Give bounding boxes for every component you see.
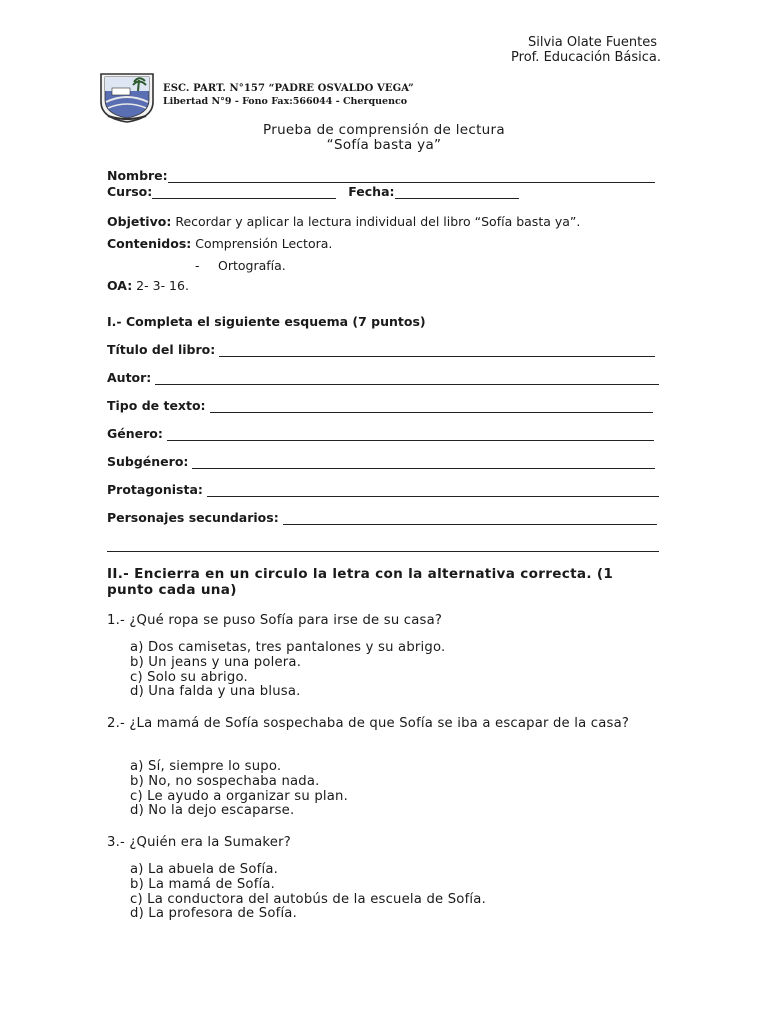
field-subgenero[interactable] — [107, 454, 655, 469]
field-genero[interactable] — [107, 426, 654, 441]
document-subtitle: “Sofía basta ya” — [326, 137, 442, 153]
fecha-label: Fecha: — [348, 184, 395, 199]
option[interactable]: b) No, no sospechaba nada. — [130, 773, 320, 789]
field-label: Título del libro: — [107, 342, 216, 357]
option[interactable]: c) La conductora del autobús de la escuela de Sofía. — [130, 891, 486, 907]
section2-heading: II.- Encierra en un circulo la letra con la alternativa correcta. (1 punto cada una) — [107, 566, 614, 598]
oa-text: 2- 3- 16. — [132, 278, 189, 293]
oa-label: OA: — [107, 278, 133, 293]
question-3: 3.- ¿Quién era la Sumaker? — [107, 835, 291, 850]
oa — [107, 278, 189, 293]
author-role: Prof. Educación Básica. — [511, 50, 661, 65]
field-autor[interactable] — [107, 370, 659, 385]
ortografia-dash: - — [195, 258, 200, 273]
curso-field[interactable] — [152, 187, 336, 199]
option[interactable]: a) La abuela de Sofía. — [130, 862, 278, 877]
option[interactable]: a) Sí, siempre lo supo. — [130, 759, 282, 774]
field-label: Autor: — [107, 370, 152, 385]
author-name: Silvia Olate Fuentes — [527, 35, 657, 50]
contenidos-label: Contenidos: — [107, 236, 192, 251]
option[interactable]: a) Dos camisetas, tres pantalones y su abrigo. — [130, 640, 446, 655]
field-label: Protagonista: — [107, 482, 203, 497]
curso-label: Curso: — [107, 184, 153, 199]
question-3-options — [130, 863, 486, 922]
ortografia-text: Ortografía. — [218, 258, 286, 273]
objetivo-label: Objetivo: — [107, 214, 172, 229]
field-label: Tipo de texto: — [107, 398, 206, 413]
field-label: Personajes secundarios: — [107, 510, 279, 525]
option[interactable]: c) Le ayudo a organizar su plan. — [130, 788, 348, 804]
option[interactable]: d) La profesora de Sofía. — [130, 906, 297, 922]
contenidos — [107, 236, 332, 251]
school-address: Libertad N°9 - Fono Fax:566044 - Cherquenco — [163, 96, 408, 107]
curso-fecha-row — [107, 184, 519, 199]
contenidos-text: Comprensión Lectora. — [191, 236, 333, 251]
field-label: Género: — [107, 426, 163, 441]
option[interactable]: c) Solo su abrigo. — [130, 669, 248, 685]
objetivo — [107, 214, 580, 229]
field-personajes-extra-line[interactable] — [107, 540, 659, 552]
question-2-options — [130, 760, 348, 819]
objetivo-text: Recordar y aplicar la lectura individual del libro “Sofía basta ya”. — [171, 214, 581, 229]
option[interactable]: b) La mamá de Sofía. — [130, 876, 276, 892]
question-1: 1.- ¿Qué ropa se puso Sofía para irse de su casa? — [107, 613, 443, 628]
option[interactable]: d) No la dejo escaparse. — [130, 803, 295, 819]
field-personajes[interactable] — [107, 510, 657, 525]
document-title: Prueba de comprensión de lectura — [263, 122, 505, 138]
fecha-field[interactable] — [395, 187, 519, 199]
section1-heading: I.- Completa el siguiente esquema (7 puntos) — [107, 314, 426, 329]
school-name: ESC. PART. N°157 “PADRE OSVALDO VEGA” — [163, 83, 414, 94]
question-1-options — [130, 641, 445, 700]
option[interactable]: b) Un jeans y una polera. — [130, 654, 302, 670]
school-logo — [98, 72, 156, 124]
nombre-label: Nombre: — [107, 168, 168, 183]
nombre-field[interactable] — [107, 168, 655, 183]
field-tipo-texto[interactable] — [107, 398, 653, 413]
field-titulo[interactable] — [107, 342, 655, 357]
question-2: 2.- ¿La mamá de Sofía sospechaba de que Sofía se iba a escapar de la casa? — [107, 716, 630, 731]
option[interactable]: d) Una falda y una blusa. — [130, 684, 301, 700]
field-protagonista[interactable] — [107, 482, 659, 497]
field-label: Subgénero: — [107, 454, 189, 469]
